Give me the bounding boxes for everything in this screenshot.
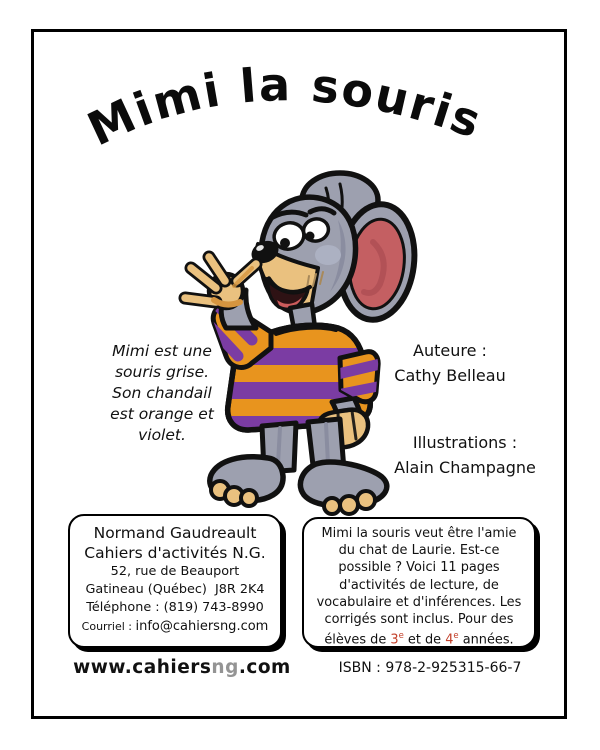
description-text: Mimi la souris veut être l'amie du chat de Laurie. Est-ce possible ? Voici 11 pages d'activités de lecture, de vocabulaire et d'inférences. Les corrigés sont inclus. Pour des [316, 526, 522, 628]
cheek-shade [315, 245, 341, 265]
illustrator-label: Illustrations : [412, 433, 518, 452]
title-banner [40, 33, 560, 168]
page-title: Mimi la souris [79, 57, 490, 157]
mouse-head [248, 197, 356, 313]
website-ng-highlight: ng [211, 657, 239, 678]
mouse-waving-hand [185, 257, 256, 328]
publisher-email-line [70, 617, 280, 636]
author-label: Auteure : [413, 341, 487, 360]
illustrator-name: Alain Champagne [394, 458, 536, 477]
publisher-box [68, 514, 282, 648]
mouse-right-foot [300, 462, 386, 514]
mouse-caption: Mimi est une souris grise. Son chandail est orange et violet. [110, 342, 214, 444]
description-box [302, 517, 536, 648]
isbn-number: ISBN : 978-2-925315-66-7 [338, 660, 522, 676]
illustrator-credit [385, 430, 545, 480]
grade-line: élèves de 3e et de 4e années. [324, 631, 514, 648]
grade-4: 4 [445, 632, 454, 648]
courriel-email: info@cahiersng.com [135, 619, 269, 634]
website-url: www.cahiersng.com [73, 657, 291, 678]
grade-3: 3 [390, 632, 399, 648]
courriel-label: Courriel : [81, 620, 132, 633]
author-credit [370, 338, 530, 388]
mouse-left-foot [210, 457, 283, 506]
author-name: Cathy Belleau [394, 366, 506, 385]
svg-text:Mimi la souris [80, 57, 490, 156]
publisher-address: Normand Gaudreault Cahiers d'activités N.G. 52, rue de Beauport Gatineau (Québec) J8R 2K4 Téléphone : (819) 743-8990 [84, 524, 266, 615]
